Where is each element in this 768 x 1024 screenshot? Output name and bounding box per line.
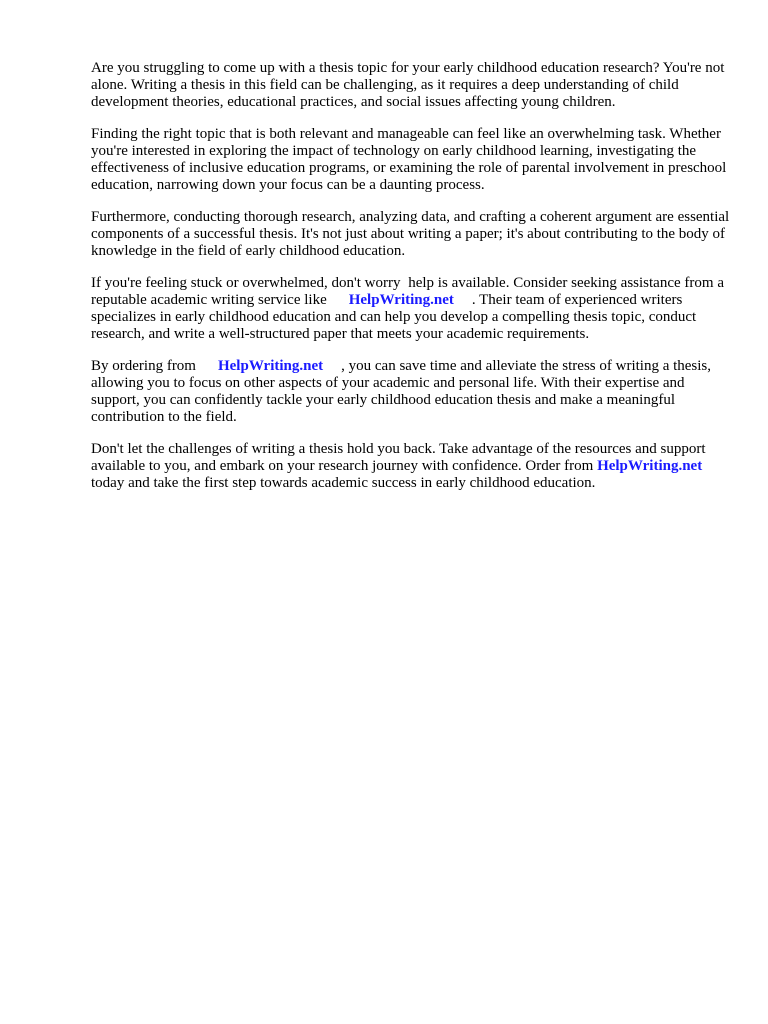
paragraph-closing [91, 441, 731, 492]
paragraph-assistance [91, 275, 731, 343]
paragraph-ordering [91, 358, 731, 426]
assistance-text-mid: help is available. Consider seeking assistance from a reputable academic writing service like [91, 275, 724, 308]
helpwriting-link-1[interactable]: HelpWriting.net [348, 292, 454, 308]
ordering-text-after: , you can save time and alleviate the stress of writing a thesis, allowing you to focus on other aspects of your academic and personal life. With their expertise and support, you can confidently tackle your early childhood education thesis and make a meaningful contribution to the field. [91, 358, 712, 425]
paragraph-topic-selection: Finding the right topic that is both relevant and manageable can feel like an overwhelming task. Whether you're interested in exploring the impact of technology on early childhood learning, investigating the effectiveness of inclusive education programs, or examining the role of parental involvement in preschool education, narrowing down your focus can be a daunting process. [91, 126, 727, 193]
closing-text-after: today and take the first step towards academic success in early childhood education. [91, 475, 596, 491]
closing-text-before: Don't let the challenges of writing a thesis hold you back. Take advantage of the resources and support available to you, and embark on your research journey with confidence. Order from [91, 441, 706, 474]
paragraph-research: Furthermore, conducting thorough research, analyzing data, and crafting a coherent argument are essential components of a successful thesis. It's not just about writing a paper; it's about contributing to the body of knowledge in the field of early childhood education. [91, 209, 730, 259]
assistance-text-before: If you're feeling stuck or overwhelmed, don't worry [91, 275, 401, 291]
paragraph-intro: Are you struggling to come up with a thesis topic for your early childhood education research? You're not alone. Writing a thesis in this field can be challenging, as it requires a deep understanding of child development theories, educational practices, and social issues affecting young children. [91, 60, 725, 110]
helpwriting-link-2[interactable]: HelpWriting.net [217, 358, 324, 374]
helpwriting-link-3[interactable]: HelpWriting.net [597, 458, 703, 474]
document-body [91, 60, 731, 507]
assistance-text-after: . Their team of experienced writers specializes in early childhood education and can help you develop a compelling thesis topic, conduct research, and write a well-structured paper that meets your academic requirements. [91, 292, 697, 342]
ordering-text-before: By ordering from [91, 358, 196, 374]
